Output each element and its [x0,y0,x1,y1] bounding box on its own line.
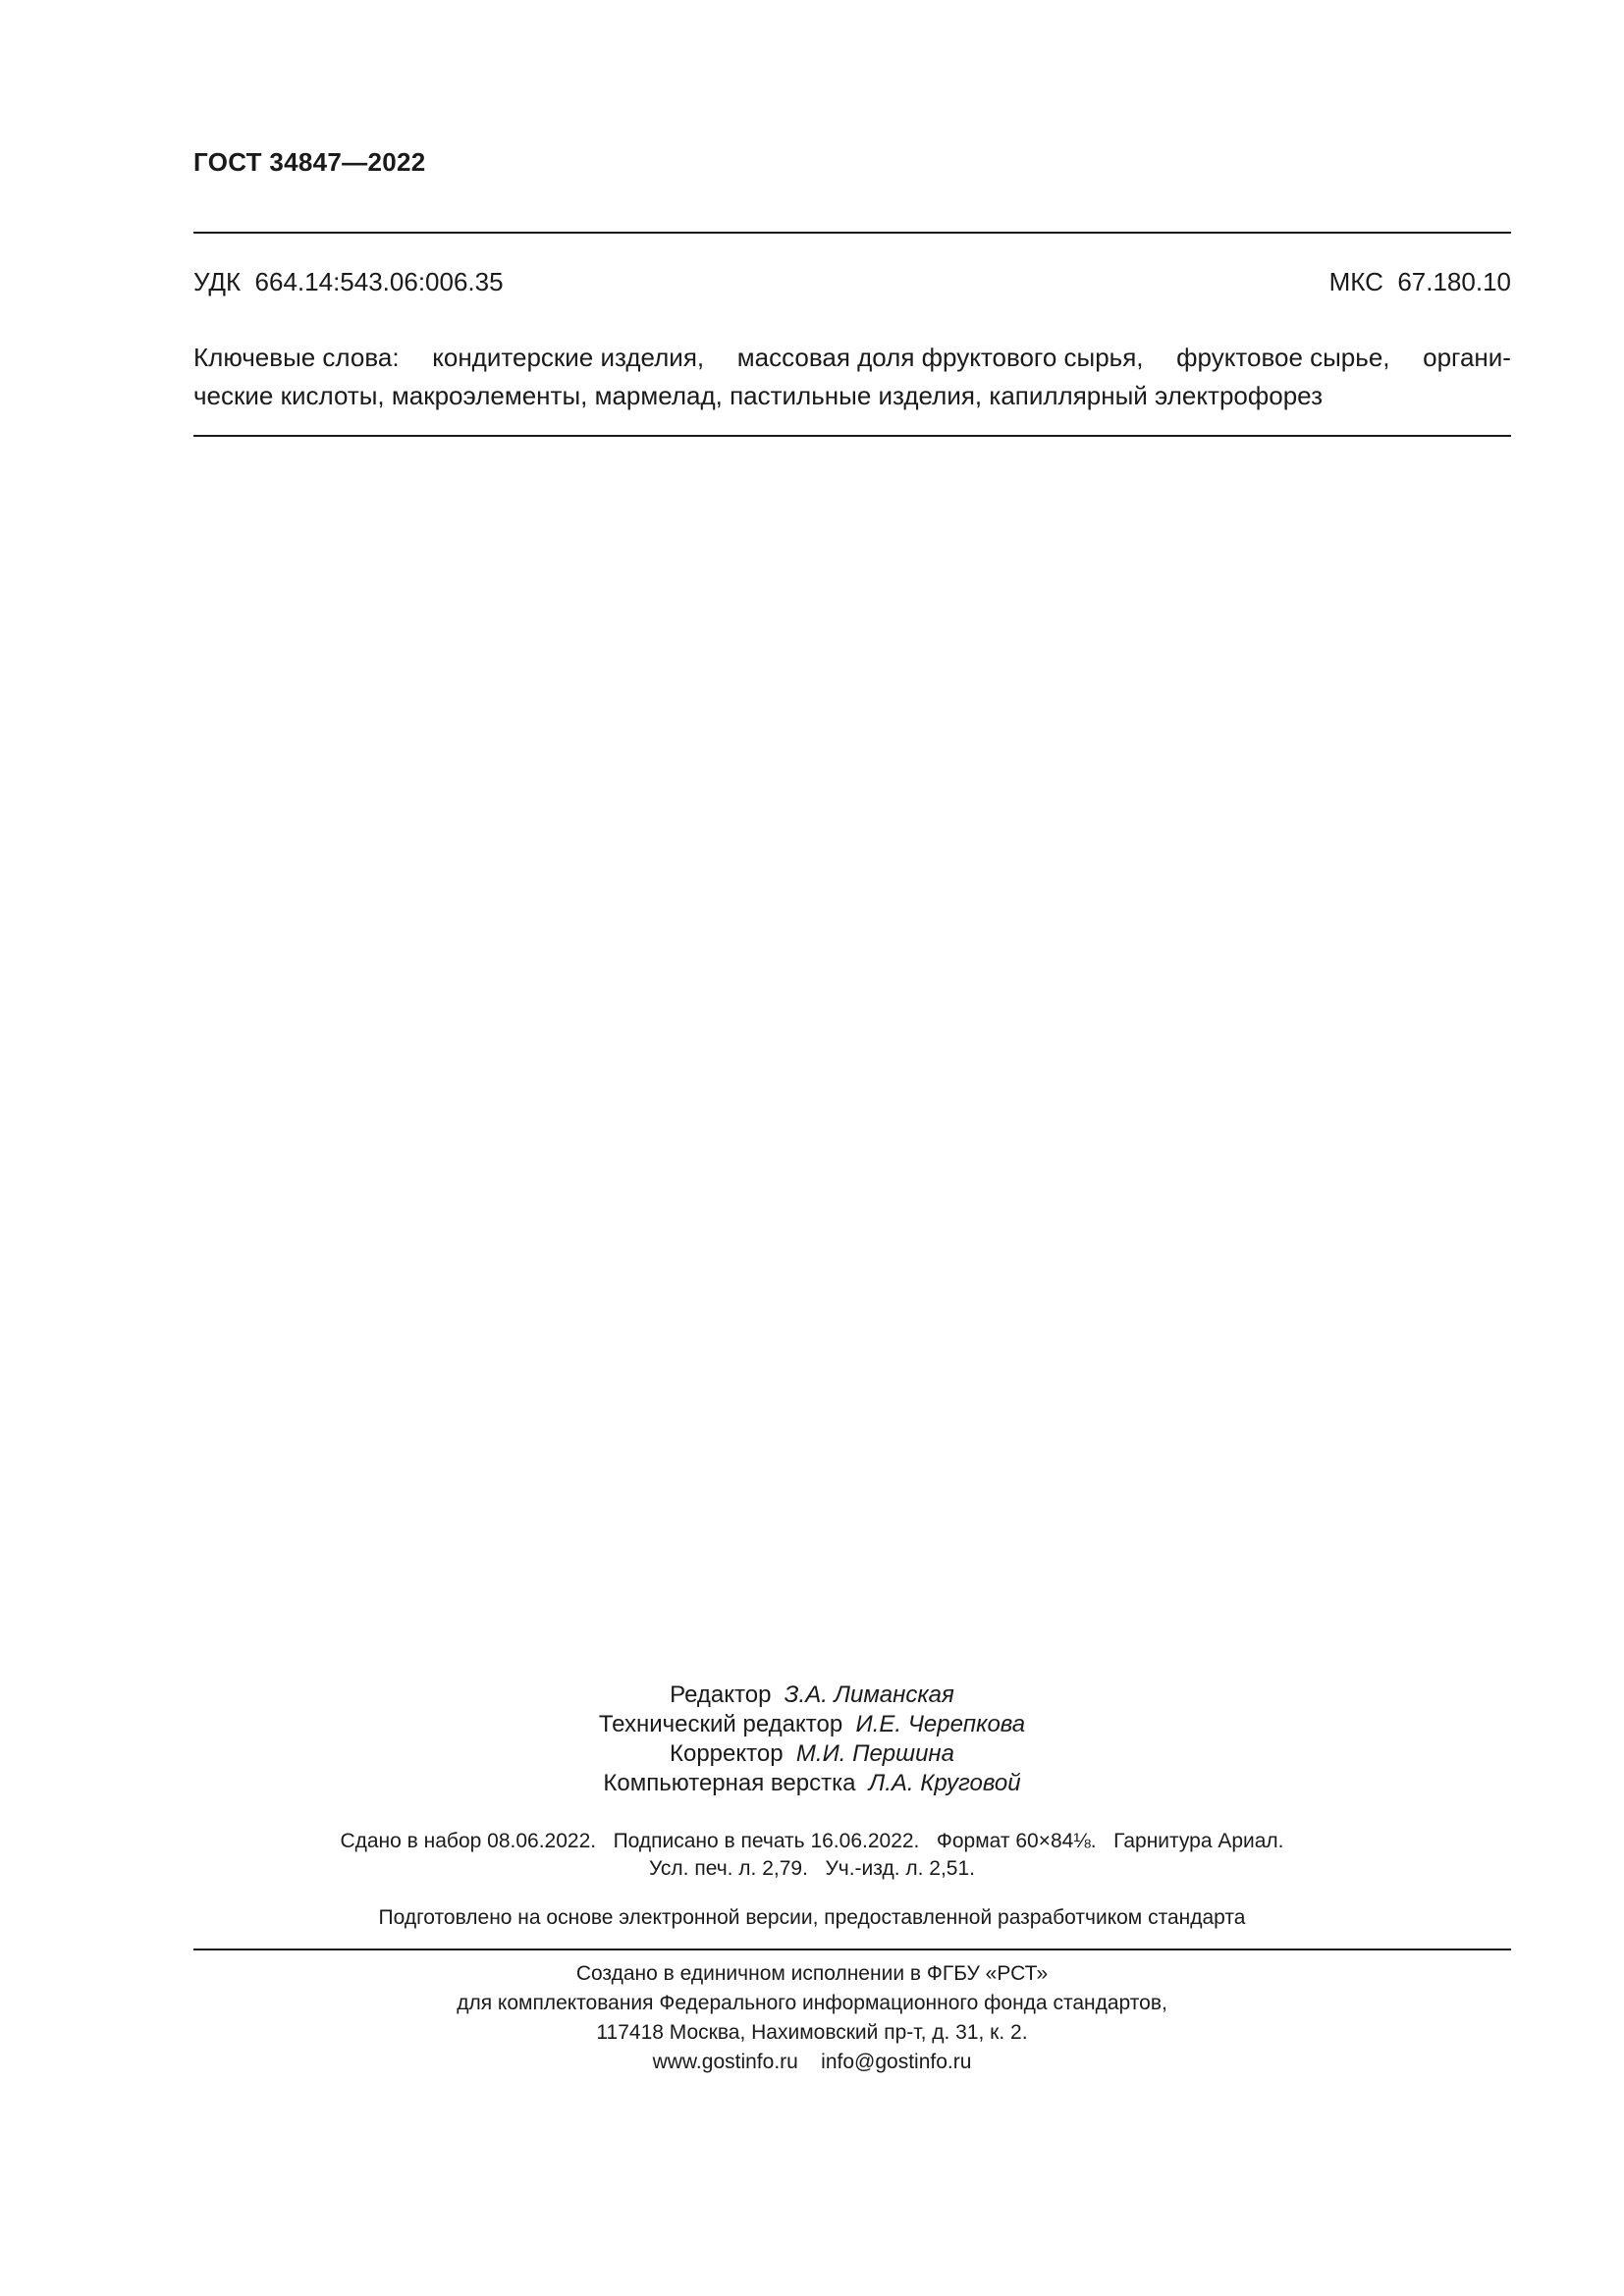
top-divider [193,232,1511,234]
publisher-info [0,1959,1624,2077]
publisher-web: www.gostinfo.ru info@gostinfo.ru [652,2051,972,2073]
print-info-line-2: Усл. печ. л. 2,79. Уч.-изд. л. 2,51. [648,1857,975,1880]
keywords-divider [193,435,1511,437]
layout-role: Компьютерная верстка [603,1770,856,1796]
keywords-line-2: ческие кислоты, макроэлементы, мармелад, пастильные изделия, капиллярный электрофорез [193,381,1323,410]
corrector-row [0,1739,1624,1769]
layout-name: Л.А. Круговой [868,1770,1021,1796]
tech-editor-row [0,1710,1624,1739]
corrector-name: М.И. Першина [795,1740,954,1767]
corrector-role: Корректор [670,1740,784,1767]
editor-row [0,1681,1624,1710]
publisher-line-1: Создано в единичном исполнении в ФГБУ «РСТ» [575,1962,1049,1985]
keyword-item: массовая доля фруктового сырья, [736,343,1144,372]
tech-editor-role: Технический редактор [598,1711,843,1737]
editor-role: Редактор [670,1682,772,1708]
keywords-label: Ключевые слова: [193,343,400,372]
editor-name: З.А. Лиманская [784,1682,954,1708]
print-info [0,1828,1624,1883]
classification-row [193,267,1511,297]
mks-code: МКС 67.180.10 [1328,267,1511,296]
keyword-item: органи- [1423,343,1511,372]
publisher-line-3: 117418 Москва, Нахимовский пр-т, д. 31, к. 2. [596,2021,1028,2044]
print-info-line-1: Сдано в набор 08.06.2022. Подписано в печать 16.06.2022. Формат 60×84⅛. Гарнитура Ариал. [340,1830,1284,1852]
keyword-item: кондитерские изделия, [432,343,705,372]
keywords-block [193,339,1511,415]
standard-number: ГОСТ 34847—2022 [193,147,426,177]
layout-row [0,1769,1624,1798]
publisher-line-2: для комплектования Федерального информационного фонда стандартов, [457,1992,1167,2014]
bottom-divider [193,1949,1511,1950]
keywords-line-1 [193,339,1511,377]
tech-editor-name: И.Е. Черепкова [855,1711,1026,1737]
udk-code: УДК 664.14:543.06:006.35 [193,267,504,296]
staff-credits [0,1681,1624,1798]
prepared-note: Подготовлено на основе электронной версии, предоставленной разработчиком стандарта [378,1906,1246,1929]
keyword-item: фруктовое сырье, [1176,343,1390,372]
